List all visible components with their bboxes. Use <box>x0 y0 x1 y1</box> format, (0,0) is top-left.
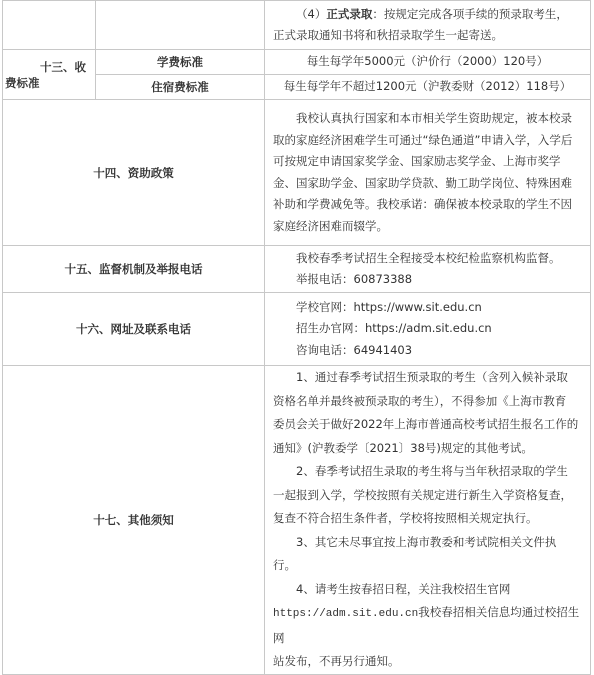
note-text: 我校春招相关信息均通过校招生网 <box>273 605 580 645</box>
note-line: 2、春季考试招生录取的考生将与当年秋招录取的学生 <box>296 464 568 478</box>
table-row <box>3 246 591 293</box>
note-line: 通知》(沪教委学〔2021〕38号)规定的其他考试。 <box>273 440 533 455</box>
note-line: 3、其它未尽事宜按上海市教委和考试院相关文件执 <box>296 534 557 549</box>
contact-content <box>265 293 591 366</box>
formal-admission-label: 正式录取 <box>326 6 373 21</box>
note-line: 4、请考生按春招日程，关注我校招生官网 <box>296 581 511 596</box>
note-line: 1、通过春季考试招生预录取的考生（含列入候补录取 <box>296 370 568 384</box>
table-row <box>3 293 591 366</box>
notes-content <box>265 366 591 675</box>
formal-admission-cell <box>265 1 591 50</box>
school-website: 学校官网：https://www.sit.edu.cn <box>296 299 482 314</box>
table-row <box>3 366 591 675</box>
aid-line: 取的家庭经济困难学生可通过“绿色通道”申请入学，入学后 <box>273 132 573 147</box>
note-line: 站发布，不再另行通知。 <box>273 654 400 668</box>
supervision-line: 我校春季考试招生全程接受本校纪检监察机构监督。 <box>296 250 561 265</box>
formal-admission-text: ：按规定完成各项手续的预录取考生， <box>372 6 568 21</box>
aid-line: 可按规定申请国家奖学金、国家励志奖学金、上海市奖学 <box>273 154 561 168</box>
note-line <box>273 601 582 650</box>
section-title: 费标准 <box>5 75 40 90</box>
aid-line: 补助和学费减免等。我校承诺：确保被本校录取的学生不因 <box>273 197 572 211</box>
tuition-label: 学费标准 <box>96 50 265 75</box>
aid-line: 家庭经济困难而辍学。 <box>273 218 388 233</box>
note-line: 资格名单并最终被预录取的考生），不得参加《上海市教育 <box>273 393 567 408</box>
section-aid: 十四、资助政策 <box>3 100 265 246</box>
table-row <box>3 1 591 50</box>
aid-line: 金、国家助学金、国家助学贷款、勤工助学岗位、特殊困难 <box>273 175 572 190</box>
housing-value: 每生每学年不超过1200元（沪教委财（2012）118号） <box>265 75 591 100</box>
admission-website: 招生办官网：https://adm.sit.edu.cn <box>296 321 492 336</box>
note-line: 行。 <box>273 558 296 572</box>
note-line: 委员会关于做好2022年上海市普通高校考试招生报名工作的 <box>273 417 579 431</box>
note-line: 复查不符合招生条件者，学校将按照相关规定执行。 <box>273 511 538 525</box>
section-fees <box>3 50 96 100</box>
section-title: 十三、收 <box>40 59 86 74</box>
table-row <box>3 100 591 246</box>
report-phone: 举报电话：60873388 <box>296 272 413 286</box>
housing-label: 住宿费标准 <box>96 75 265 100</box>
section-contact: 十六、网址及联系电话 <box>3 293 265 366</box>
formal-admission-text: 正式录取通知书将和秋招录取学生一起寄送。 <box>273 28 503 42</box>
admission-url-link[interactable]: https://adm.sit.edu.cn <box>273 608 419 620</box>
section-notes: 十七、其他须知 <box>3 366 265 675</box>
aid-content <box>265 100 591 246</box>
section-supervision: 十五、监督机制及举报电话 <box>3 246 265 293</box>
consult-phone: 咨询电话：64941403 <box>296 342 413 357</box>
tuition-value: 每生每学年5000元（沪价行（2000）120号） <box>265 50 591 75</box>
table-row <box>3 50 591 75</box>
aid-line: 我校认真执行国家和本市相关学生资助规定，被本校录 <box>296 111 572 125</box>
empty-cell <box>96 1 265 50</box>
supervision-content <box>265 246 591 293</box>
admission-info-table <box>2 0 591 675</box>
note-line: 一起报到入学，学校按照有关规定进行新生入学资格复查， <box>273 487 572 502</box>
empty-cell <box>3 1 96 50</box>
item-number: （4） <box>296 6 327 21</box>
